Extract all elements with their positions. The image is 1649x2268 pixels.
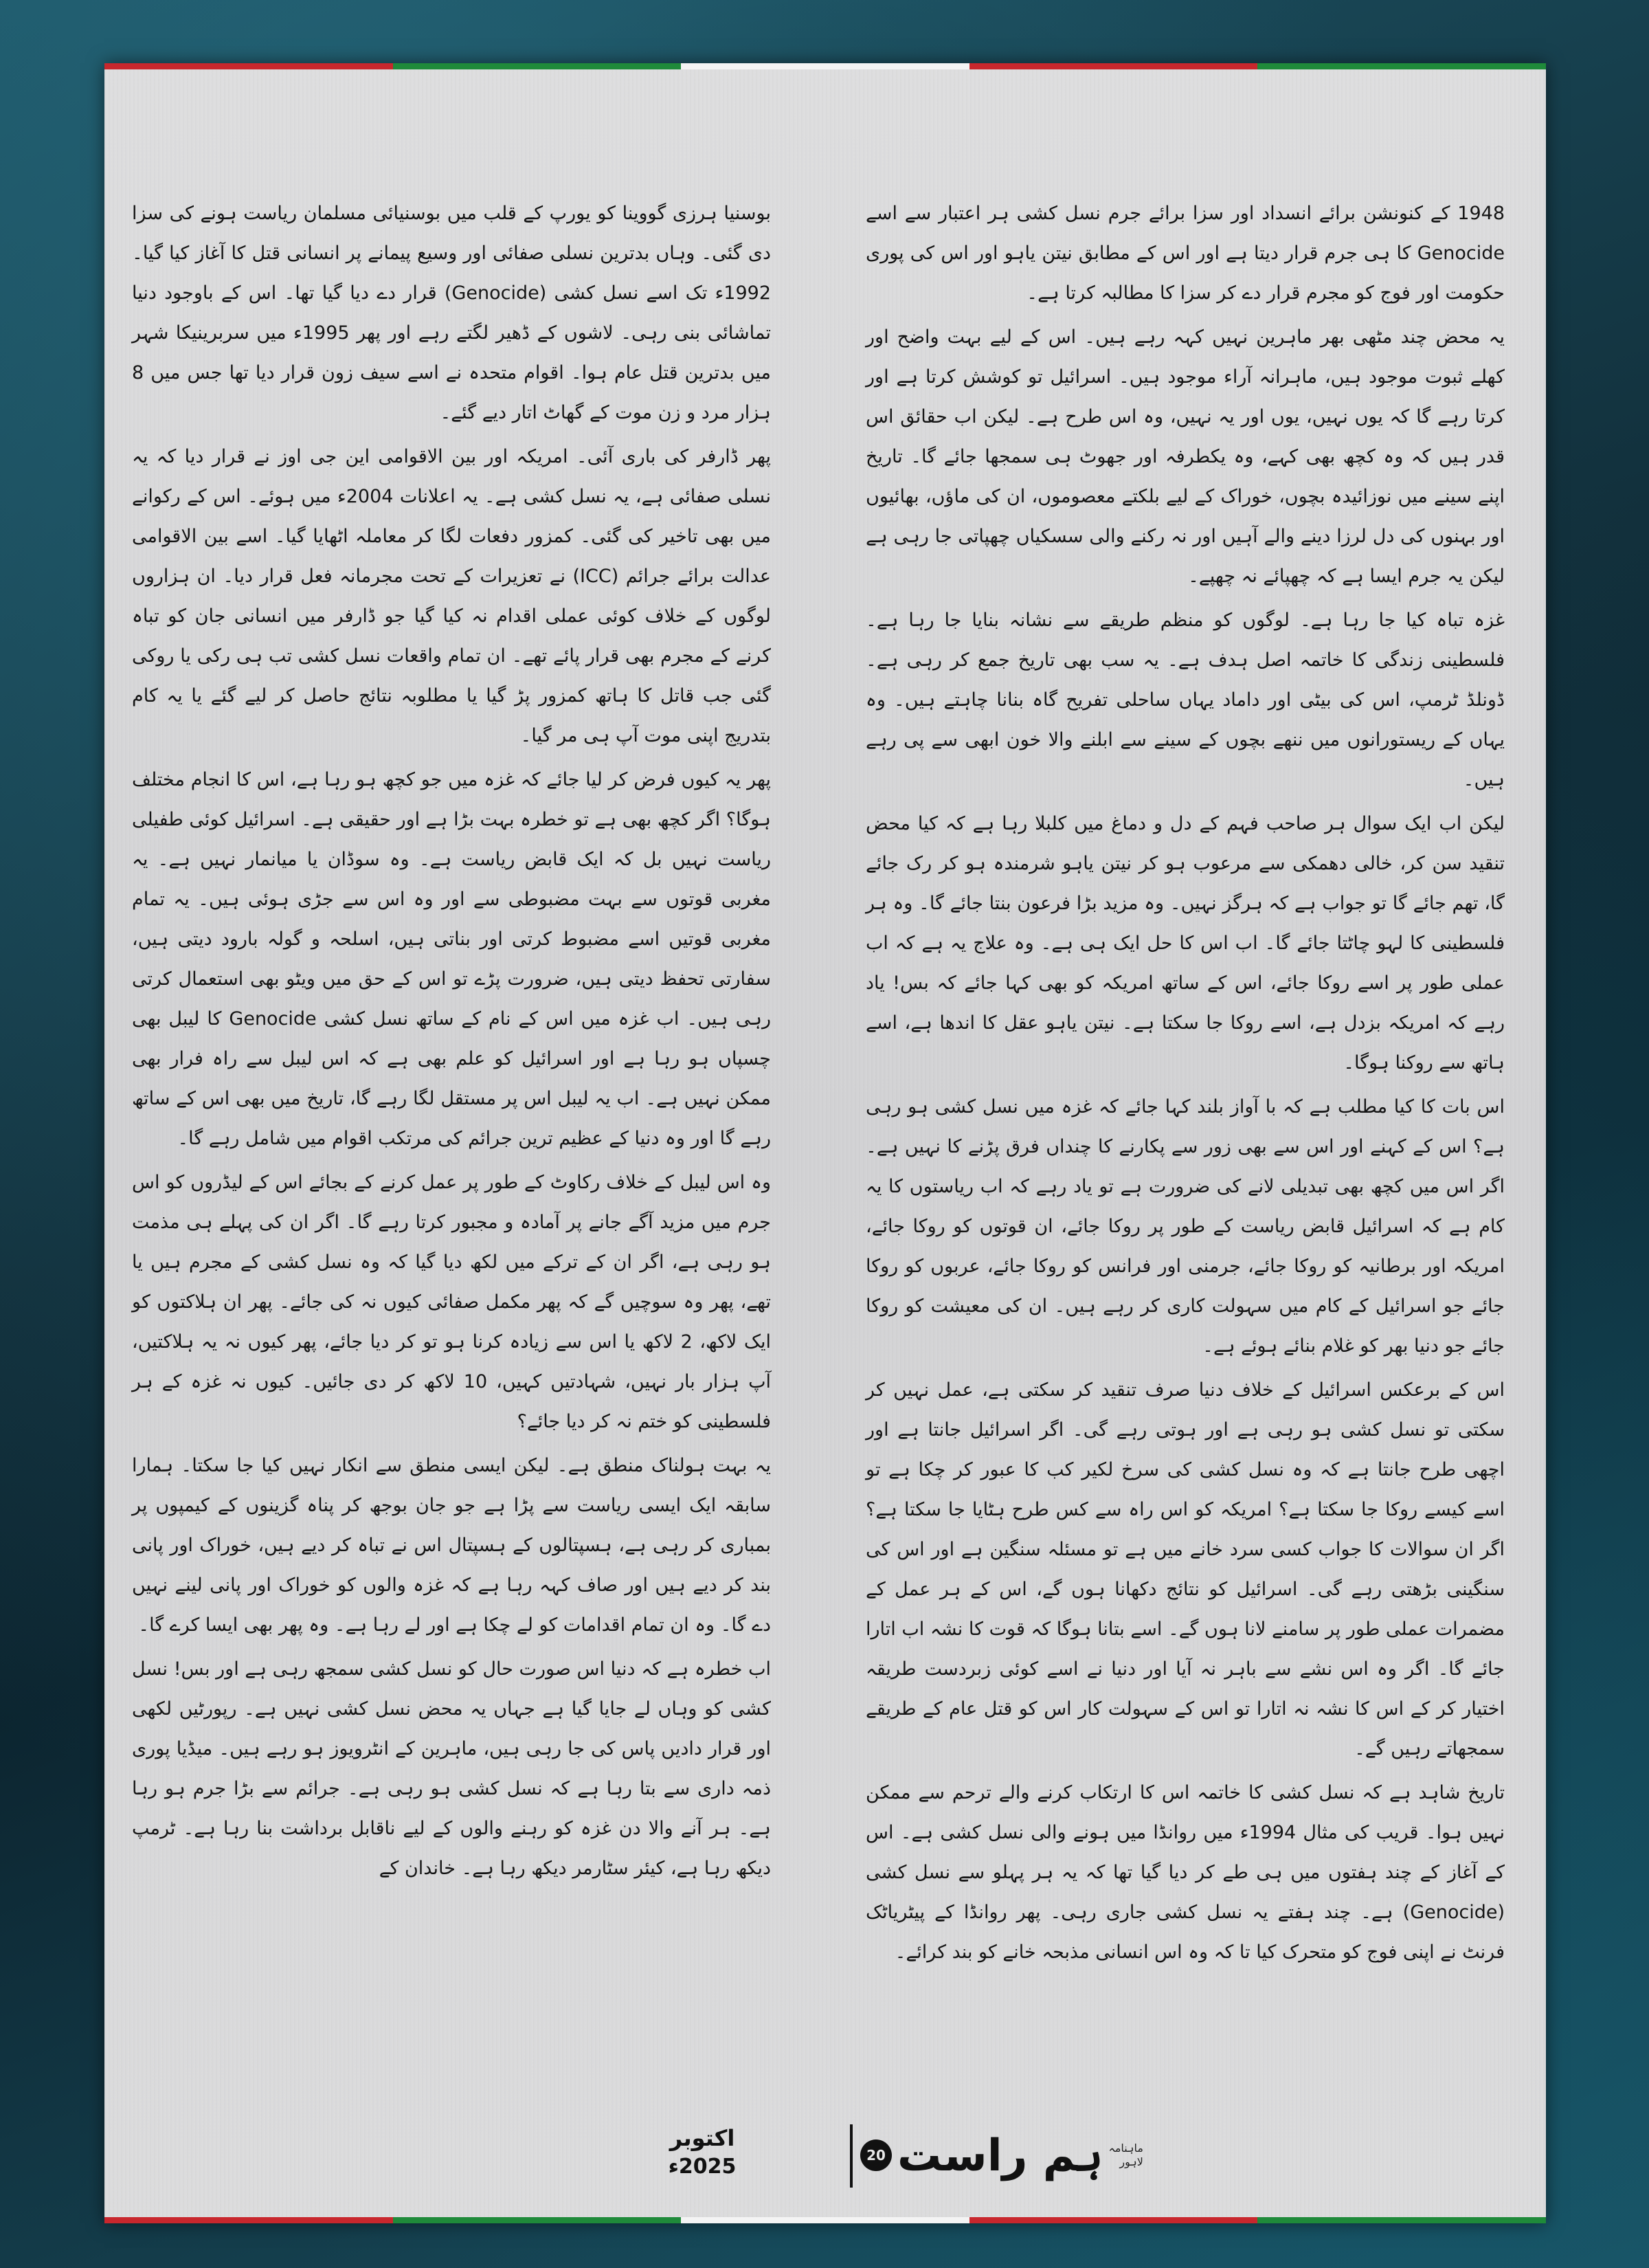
paragraph: تاریخ شاہد ہے کہ نسل کشی کا خاتمہ اس کا ارتکاب کرنے والے ترحم سے ممکن نہیں ہوا۔ قریب کی مثال 1994ء میں روانڈا میں ہونے والی نسل کشی ہے۔ اس کے آغاز کے چند ہفتوں میں ہی طے کر دیا گیا تھا کہ یہ ہر پہلو سے نسل کشی (Genocide) ہے۔ چند ہفتے یہ نسل کشی جاری رہی۔ پھر روانڈا کے پیٹریاٹک فرنٹ نے اپنی فوج کو متحرک کیا تا کہ وہ اس انسانی مذبحہ خانے کو بند کرائے۔ [866, 1782, 1505, 1963]
paragraph: یہ بہت ہولناک منطق ہے۔ لیکن ایسی منطق سے انکار نہیں کیا جا سکتا۔ ہمارا سابقہ ایک ایسی ریاست سے پڑا ہے جو جان بوجھ کر پناہ گزینوں کے کیمپوں پر بمباری کر رہی ہے، ہسپتالوں کے ہسپتال اس نے تباہ کر دیے ہیں، خوراک اور پانی بند کر دیے ہیں اور صاف کہہ رہا ہے کہ غزہ والوں کو خوراک اور پانی لینے نہیں دے گا۔ وہ ان تمام اقدامات کو لے چکا ہے اور لے رہا ہے۔ وہ پھر بھی ایسا کرے گا۔ [132, 1455, 771, 1636]
top-color-stripe [104, 63, 1546, 69]
anniversary-badge: 20 [860, 2139, 892, 2171]
issue-month: اکتوبر [669, 2125, 735, 2151]
paragraph: اب خطرہ ہے کہ دنیا اس صورت حال کو نسل کشی سمجھ رہی ہے اور بس! نسل کشی کو وہاں لے جایا گیا ہے جہاں یہ محض نسل کشی نہیں ہے۔ رپورٹیں لکھی اور قرار دادیں پاس کی جا رہی ہیں، ماہرین کے انٹرویوز ہو رہے ہیں۔ میڈیا پوری ذمہ داری سے بتا رہا ہے کہ نسل کشی ہو رہی ہے۔ جرائم سے بڑا جرم ہو رہا ہے۔ ہر آنے والا دن غزہ کو رہنے والوں کے لیے ناقابل برداشت بنا رہا ہے۔ ٹرمپ دیکھ رہا ہے، کیئر سٹارمر دیکھ رہا ہے۔ خاندان کے [132, 1658, 771, 1879]
bottom-color-stripe [104, 2217, 1546, 2223]
magazine-page [104, 63, 1546, 2223]
paragraph: یہ محض چند مٹھی بھر ماہرین نہیں کہہ رہے ہیں۔ اس کے لیے بہت واضح اور کھلے ثبوت موجود ہیں، ماہرانہ آراء موجود ہیں۔ اسرائیل تو کوشش کرتا ہے اور کرتا رہے گا کہ یوں نہیں، یوں اور یہ نہیں، وہ اس طرح ہے۔ لیکن اب حقائق اس قدر ہیں کہ وہ کچھ بھی کہے، وہ یکطرفہ اور جھوٹ ہی سمجھا جائے گا۔ تاریخ اپنے سینے میں نوزائیدہ بچوں، خوراک کے لیے بلکتے معصوموں، ان کی ماؤں، بھائیوں اور بہنوں کی دل لرزا دینے والے آہیں اور نہ رکنے والی سسکیاں چھپاتی جا رہی ہے لیکن یہ جرم ایسا ہے کہ چھپائے نہ چھپے۔ [866, 326, 1505, 587]
page-footer [104, 2117, 1546, 2193]
paragraph: اس کے برعکس اسرائیل کے خلاف دنیا صرف تنقید کر سکتی ہے، عمل نہیں کر سکتی تو نسل کشی ہو رہی ہے اور ہوتی رہے گی۔ اگر اسرائیل جانتا ہے اور اچھی طرح جانتا ہے کہ وہ نسل کشی کی سرخ لکیر کب کا عبور کر چکا ہے تو اسے کیسے روکا جا سکتا ہے؟ امریکہ کو اس راہ سے کس طرح ہٹایا جا سکتا ہے؟ اگر ان سوالات کا جواب کسی سرد خانے میں ہے تو مسئلہ سنگین ہے اور اس کی سنگینی بڑھتی رہے گی۔ اسرائیل کو نتائج دکھانا ہوں گے، اس کے ہر عمل کے مضمرات عملی طور پر سامنے لانا ہوں گے۔ اسے بتانا ہوگا کہ قوت کا نشہ اب اتارا جائے گا۔ اگر وہ اس نشے سے باہر نہ آیا اور دنیا نے اسے کوئی زبردست طریقہ اختیار کر کے اس کا نشہ نہ اتارا تو اس کے سہولت کار اس کو قتل عام کے طریقے سمجھاتے رہیں گے۔ [866, 1379, 1505, 1759]
paragraph: لیکن اب ایک سوال ہر صاحب فہم کے دل و دماغ میں کلبلا رہا ہے کہ کیا محض تنقید سن کر، خالی دھمکی سے مرعوب ہو کر نیتن یاہو شرمندہ ہو کر رک جائے گا، تھم جائے گا تو جواب ہے کہ ہرگز نہیں۔ وہ مزید بڑا فرعون بنتا جائے گا۔ وہ ہر فلسطینی کا لہو چاٹتا جائے گا۔ اب اس کا حل ایک ہی ہے۔ وہ علاج یہ ہے کہ اب عملی طور پر اسے روکا جائے، اس کے ساتھ امریکہ کو بھی کہا جائے کہ بس! یاد رہے کہ امریکہ بزدل ہے، اسے روکا جا سکتا ہے۔ نیتن یاہو عقل کا اندھا ہے، اسے ہاتھ سے روکنا ہوگا۔ [866, 813, 1505, 1074]
tagline: ماہنامہ [1108, 2142, 1143, 2155]
paragraph: پھر ڈارفر کی باری آئی۔ امریکہ اور بین الاقوامی این جی اوز نے قرار دیا کہ یہ نسلی صفائی ہے، یہ نسل کشی ہے۔ یہ اعلانات 2004ء میں ہوئے۔ اس کے رکوانے میں بھی تاخیر کی گئی۔ کمزور دفعات لگا کر معاملہ اٹھایا گیا۔ اسے بین الاقوامی عدالت برائے جرائم (ICC) نے تعزیرات کے تحت مجرمانہ فعل قرار دیا۔ ان ہزاروں لوگوں کے خلاف کوئی عملی اقدام نہ کیا گیا جو ڈارفر میں انسانی جان کو تباہ کرنے کے مجرم بھی قرار پائے تھے۔ ان تمام واقعات نسل کشی تب ہی رکی یا روکی گئی جب قاتل کا ہاتھ کمزور پڑ گیا یا مطلوبہ نتائج حاصل کر لیے گئے یا یہ کام بتدریج اپنی موت آپ ہی مر گیا۔ [132, 446, 771, 746]
city-label: لاہور [1119, 2155, 1143, 2168]
issue-date [661, 2123, 743, 2181]
brand-name: ہم راست [897, 2130, 1103, 2181]
article-left-column [132, 194, 771, 2049]
paragraph: وہ اس لیبل کے خلاف رکاوٹ کے طور پر عمل کرنے کے بجائے اس کے لیڈروں کو اس جرم میں مزید آگے جانے پر آمادہ و مجبور کرتا رہے گا۔ اگر ان کی پہلے ہی مذمت ہو رہی ہے، اگر ان کے ترکے میں لکھ دیا گیا کہ وہ نسل کشی کے مجرم ہیں یا تھے، پھر وہ سوچیں گے کہ پھر مکمل صفائی کیوں نہ کی جائے۔ پھر ان ہلاکتوں کو ایک لاکھ، 2 لاکھ یا اس سے زیادہ کرنا ہو تو کر دیا جائے، پھر کیوں نہ یہ ہلاکتیں، آپ ہزار بار نہیں، شہادتیں کہیں، 10 لاکھ کر دی جائیں۔ کیوں نہ غزہ کے ہر فلسطینی کو ختم نہ کر دیا جائے؟ [132, 1172, 772, 1432]
magazine-logo [860, 2117, 1143, 2193]
paragraph: 1948 کے کنونشن برائے انسداد اور سزا برائے جرم نسل کشی ہر اعتبار سے اسے Genocide کا ہی جرم قرار دیتا ہے اور اس کے مطابق نیتن یاہو اور اس کی پوری حکومت اور فوج کو مجرم قرار دے کر سزا کا مطالبہ کرتا ہے۔ [866, 203, 1505, 304]
footer-divider [850, 2124, 853, 2188]
paragraph: پھر یہ کیوں فرض کر لیا جائے کہ غزہ میں جو کچھ ہو رہا ہے، اس کا انجام مختلف ہوگا؟ اگر کچھ بھی ہے تو خطرہ بہت بڑا ہے اور حقیقی ہے۔ اسرائیل کوئی طفیلی ریاست نہیں بل کہ ایک قابض ریاست ہے۔ وہ سوڈان یا میانمار نہیں ہے۔ یہ مغربی قوتوں سے بہت مضبوطی سے اور وہ اس سے جڑی ہوئی ہیں۔ یہ تمام مغربی قوتیں اسے مضبوط کرتی اور بناتی ہیں، اسلحہ و گولہ بارود دیتی ہیں، سفارتی تحفظ دیتی ہیں، ضرورت پڑے تو اس کے حق میں ویٹو بھی استعمال کرتی رہی ہیں۔ اب غزہ میں اس کے نام کے ساتھ نسل کشی Genocide کا لیبل بھی چسپاں ہو رہا ہے اور اسرائیل کو علم بھی ہے کہ اس لیبل سے راہ فرار بھی ممکن نہیں ہے۔ اب یہ لیبل اس پر مستقل لگا رہے گا، تاریخ میں بھی اس کے ساتھ رہے گا اور وہ دنیا کے عظیم ترین جرائم کی مرتکب اقوام میں شامل رہے گا۔ [132, 769, 771, 1149]
issue-year: 2025ء [668, 2155, 737, 2179]
paragraph: بوسنیا ہرزی گووینا کو یورپ کے قلب میں بوسنیائی مسلمان ریاست ہونے کی سزا دی گئی۔ وہاں بدترین نسلی صفائی اور وسیع پیمانے پر انسانی قتل کا آغاز کیا گیا۔ 1992ء تک اسے نسل کشی (Genocide) قرار دے دیا گیا تھا۔ اس کے باوجود دنیا تماشائی بنی رہی۔ لاشوں کے ڈھیر لگتے رہے اور پھر 1995ء میں سربرینیکا شہر میں بدترین قتل عام ہوا۔ اقوام متحدہ نے اسے سیف زون قرار دیا تھا جس میں 8 ہزار مرد و زن موت کے گھاٹ اتار دیے گئے۔ [132, 203, 772, 423]
paragraph: اس بات کا کیا مطلب ہے کہ با آواز بلند کہا جائے کہ غزہ میں نسل کشی ہو رہی ہے؟ اس کے کہنے اور اس سے بھی زور سے پکارنے کا چنداں فرق پڑنے کا نہیں ہے۔ اگر اس میں کچھ بھی تبدیلی لانے کی ضرورت ہے تو یاد رہے کہ اب ریاستوں کا یہ کام ہے کہ اسرائیل قابض ریاست کے طور پر روکا جائے، ان قوتوں کو روکا جائے، امریکہ اور برطانیہ کو روکا جائے، جرمنی اور فرانس کو روکا جائے، عربوں کو روکا جائے جو اسرائیل کے کام میں سہولت کاری کر رہے ہیں۔ ان کی معیشت کو روکا جائے جو دنیا بھر کو غلام بنائے ہوئے ہے۔ [866, 1096, 1505, 1357]
paragraph: غزہ تباہ کیا جا رہا ہے۔ لوگوں کو منظم طریقے سے نشانہ بنایا جا رہا ہے۔ فلسطینی زندگی کا خاتمہ اصل ہدف ہے۔ یہ سب بھی تاریخ جمع کر رہی ہے۔ ڈونلڈ ٹرمپ، اس کی بیٹی اور داماد یہاں ساحلی تفریح گاہ بنانا چاہتے ہیں۔ وہ یہاں کے ریستورانوں میں ننھے بچوں کے سینے سے ابلنے والا خون ابھی سے پی رہے ہیں۔ [866, 610, 1505, 790]
article-right-column [866, 194, 1505, 2049]
